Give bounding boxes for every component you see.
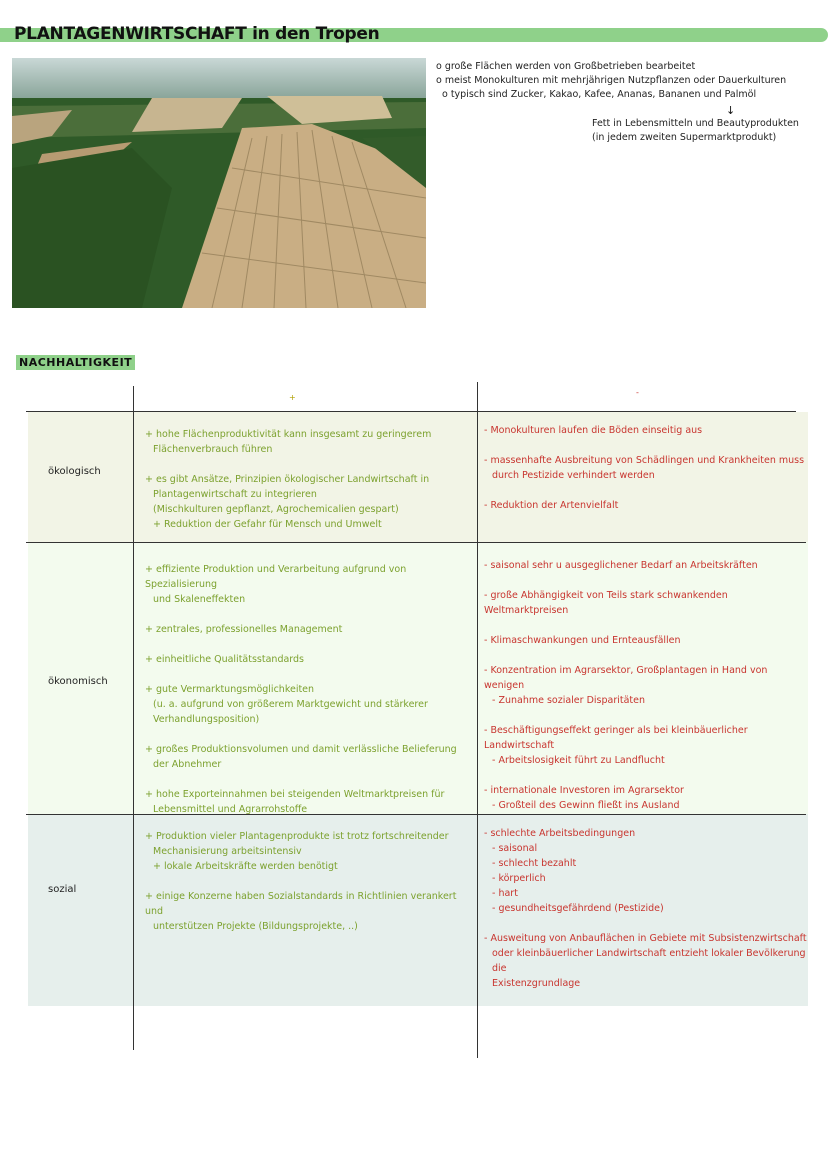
table-column-divider — [477, 382, 478, 1058]
note-line: o meist Monokulturen mit mehrjährigen Nutzpflanzen oder Dauerkulturen — [436, 75, 787, 86]
con-item: - saisonal — [492, 843, 538, 854]
row-label-social: sozial — [48, 884, 77, 895]
palmoil-note — [592, 117, 799, 145]
pro-item: Mechanisierung arbeitsintensiv — [153, 846, 302, 857]
pro-item: + Produktion vieler Plantagenprodukte ist trotz fortschreitender — [145, 831, 449, 842]
pro-item: + hohe Exporteinnahmen bei steigenden Weltmarktpreisen für — [145, 789, 445, 800]
plantation-aerial-photo — [12, 58, 426, 308]
page-title: PLANTAGENWIRTSCHAFT in den Tropen — [14, 24, 380, 44]
con-item: - körperlich — [492, 873, 546, 884]
con-item: - massenhafte Ausbreitung von Schädlingen und Krankheiten muss — [484, 455, 805, 466]
con-item: Existenzgrundlage — [492, 978, 581, 989]
section-heading: NACHHALTIGKEIT — [16, 355, 135, 370]
con-item: - saisonal sehr u ausgeglichener Bedarf an Arbeitskräften — [484, 560, 758, 571]
pro-item: + lokale Arbeitskräfte werden benötigt — [153, 861, 338, 872]
pro-item: und Skaleneffekten — [153, 594, 246, 605]
con-item: - hart — [492, 888, 518, 899]
con-item: - große Abhängigkeit von Teils stark schwankenden Weltmarktpreisen — [484, 590, 728, 616]
pro-item: Verhandlungsposition) — [153, 714, 260, 725]
pro-item: + einige Konzerne haben Sozialstandards in Richtlinien verankert und — [145, 891, 457, 917]
con-item: - gesundheitsgefährdend (Pestizide) — [492, 903, 664, 914]
note-line: o typisch sind Zucker, Kakao, Kafee, Ananas, Bananen und Palmöl — [442, 89, 757, 100]
con-item: - Klimaschwankungen und Ernteausfällen — [484, 635, 681, 646]
con-item: - internationale Investoren im Agrarsektor — [484, 785, 684, 796]
con-item: durch Pestizide verhindert werden — [492, 470, 655, 481]
table-column-divider — [133, 386, 134, 1050]
arrow-down-icon: ↓ — [726, 104, 736, 117]
pros-social — [145, 829, 470, 934]
con-item: - Arbeitslosigkeit führt zu Landflucht — [492, 755, 665, 766]
intro-notes — [436, 60, 786, 102]
con-item: - schlecht bezahlt — [492, 858, 577, 869]
con-item: - Monokulturen laufen die Böden einseitig aus — [484, 425, 703, 436]
pro-item: (u. a. aufgrund von größerem Marktgewicht und stärkerer — [153, 699, 428, 710]
pros-column-header: + — [289, 393, 296, 402]
pro-item: Lebensmittel und Agrarrohstoffe — [153, 804, 308, 815]
pro-item: Flächenverbrauch führen — [153, 444, 273, 455]
pro-item: Plantagenwirtschaft zu integrieren — [153, 489, 317, 500]
con-item: - Beschäftigungseffekt geringer als bei kleinbäuerlicher Landwirtschaft — [484, 725, 748, 751]
con-item: - Ausweitung von Anbauflächen in Gebiete mit Subsistenzwirtschaft — [484, 933, 807, 944]
pro-item: + Reduktion der Gefahr für Mensch und Umwelt — [153, 519, 382, 530]
pro-item: (Mischkulturen gepflanzt, Agrochemicalien gespart) — [153, 504, 399, 515]
pros-ecological — [145, 427, 470, 532]
row-label-ecological: ökologisch — [48, 466, 101, 477]
cons-ecological — [484, 423, 809, 513]
cons-column-header: - — [636, 388, 639, 397]
pro-item: + einheitliche Qualitätsstandards — [145, 654, 305, 665]
table-row-divider — [26, 542, 806, 543]
pro-item: + hohe Flächenproduktivität kann insgesamt zu geringerem — [145, 429, 432, 440]
con-item: oder kleinbäuerlicher Landwirtschaft entzieht lokaler Bevölkerung die — [492, 948, 806, 974]
con-item: - Zunahme sozialer Disparitäten — [492, 695, 646, 706]
con-item: - Konzentration im Agrarsektor, Großplantagen in Hand von wenigen — [484, 665, 768, 691]
pro-item: + es gibt Ansätze, Prinzipien ökologischer Landwirtschaft in — [145, 474, 430, 485]
row-label-economic: ökonomisch — [48, 676, 108, 687]
pros-economic — [145, 562, 470, 817]
pro-item: + zentrales, professionelles Management — [145, 624, 343, 635]
pro-item: + großes Produktionsvolumen und damit verlässliche Belieferung — [145, 744, 457, 755]
palmoil-note-line: (in jedem zweiten Supermarktprodukt) — [592, 132, 777, 143]
pro-item: + effiziente Produktion und Verarbeitung aufgrund von Spezialisierung — [145, 564, 407, 590]
con-item: - Großteil des Gewinn fließt ins Ausland — [492, 800, 680, 811]
con-item: - Reduktion der Artenvielfalt — [484, 500, 619, 511]
pro-item: unterstützen Projekte (Bildungsprojekte, ..) — [153, 921, 358, 932]
cons-social — [484, 826, 809, 991]
pro-item: der Abnehmer — [153, 759, 222, 770]
pro-item: + gute Vermarktungsmöglichkeiten — [145, 684, 315, 695]
con-item: - schlechte Arbeitsbedingungen — [484, 828, 636, 839]
palmoil-note-line: Fett in Lebensmitteln und Beautyprodukten — [592, 118, 799, 129]
table-header-line — [26, 411, 796, 412]
note-line: o große Flächen werden von Großbetrieben bearbeitet — [436, 61, 696, 72]
cons-economic — [484, 558, 809, 813]
